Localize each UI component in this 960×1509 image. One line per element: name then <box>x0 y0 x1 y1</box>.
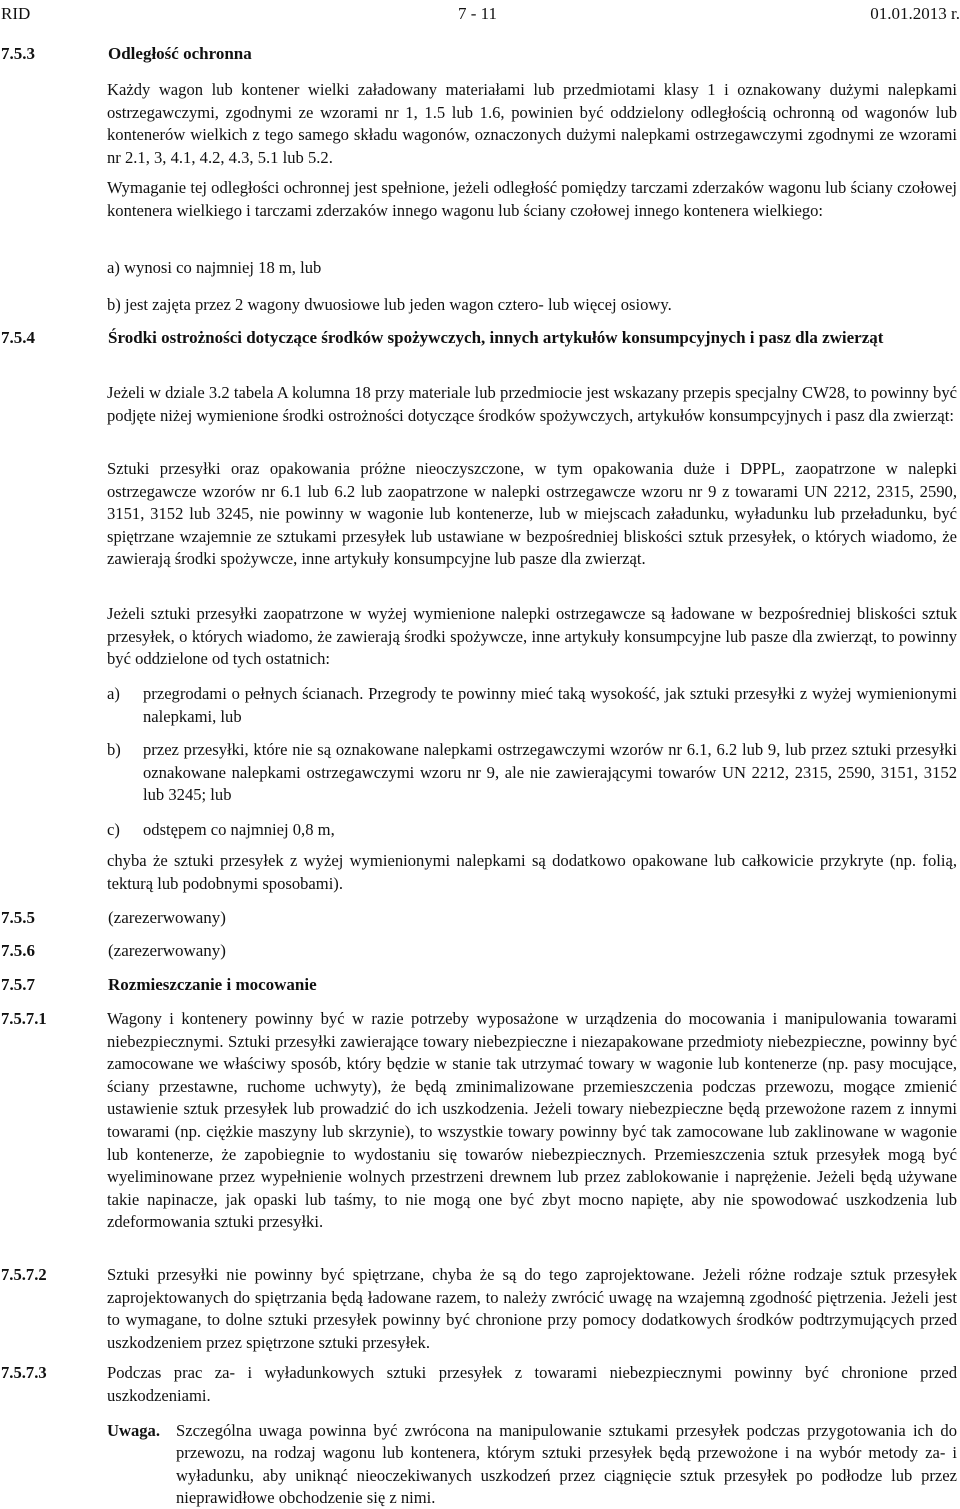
header-left: RID <box>1 4 31 23</box>
section-number: 7.5.7 <box>1 975 35 994</box>
note-text: Szczególna uwaga powinna być zwrócona na manipulowanie sztukami przesyłek podczas przygotowania ich do przewozu, na rodzaj wagonu lub kontenera, którym sztuki przesyłek będą przewożone i na wybór metody za- i wyładunku, aby uniknąć nieoczekiwanych uszkodzeń przez ciągnięcie sztuk przesyłek po podłodze lub przez nieprawidłowe obchodzenie się z nimi. <box>176 1421 957 1507</box>
subsection-text: Podczas prac za- i wyładunkowych sztuki przesyłek z towarami niebezpiecznymi powinny być chronione przed uszkodzeniami. <box>107 1363 957 1405</box>
section-title: Rozmieszczanie i mocowanie <box>108 975 317 994</box>
subsection-text: Sztuki przesyłki nie powinny być spiętrzane, chyba że są do tego zaprojektowane. Jeżeli różne rodzaje sztuk przesyłek zaprojektowanych do spiętrzania będą ładowane razem, to należy zwrócić uwagę na wzajemną zgodność piętrzenia. Jeżeli jest to wymagane, to dolne sztuki przesyłek powinny być chronione przy pomocy dodatkowych środków podtrzymujących przed uszkodzeniem przez spiętrzone sztuki przesyłek. <box>107 1265 957 1352</box>
section-title: (zarezerwowany) <box>108 941 226 960</box>
list-item-text: przegrodami o pełnych ścianach. Przegrody te powinny mieć taką wysokość, jak sztuki przesyłki z wyżej wymienionymi nalepkami, lub <box>143 684 957 726</box>
subsection-number: 7.5.7.3 <box>1 1363 47 1382</box>
list-item-label: c) <box>107 820 120 839</box>
list-item-text: przez przesyłki, które nie są oznakowane nalepkami ostrzegawczymi wzorów nr 6.1, 6.2 lub 9, lub przez sztuki przesyłki oznakowane nalepkami ostrzegawczymi wzoru nr 9, ale nie zawierającymi towarów UN 2212, 2315, 2590, 3151, 3152 lub 3245; lub <box>143 740 957 805</box>
list-item-label: b) <box>107 740 121 759</box>
list-item-label: a) <box>107 684 120 703</box>
page-number: 7 - 11 <box>458 4 498 23</box>
section-title: Środki ostrożności dotyczące środków spożywczych, innych artykułów konsumpcyjnych i pasz dla zwierząt <box>108 328 884 347</box>
section-754-paragraph-2: Sztuki przesyłki oraz opakowania próżne nieoczyszczone, w tym opakowania duże i DPPL, zaopatrzone w nalepki ostrzegawcze wzorów nr 6.1 lub 6.2 lub zaopatrzone w nalepki ostrzegawcze wzoru nr 9 z towarami UN 2212, 2315, 2590, 3151, 3152 lub 3245, nie powinny w wagonie lub kontenerze, lub w miejscach załadunku, wyładunku lub przeładunku, być spiętrzane wzajemnie ze sztukami przesyłek lub ustawiane w bezpośredniej bliskości sztuk przesyłek, o których wiadomo, że zawierają środki spożywcze, inne artykuły konsumpcyjne lub pasze dla zwierząt. <box>107 459 957 569</box>
section-754-paragraph-4: chyba że sztuki przesyłek z wyżej wymienionymi nalepkami są dodatkowo opakowane lub całkowicie przykryte (np. folią, tekturą lub podobnymi sposobami). <box>107 851 957 893</box>
section-754-paragraph-3: Jeżeli sztuki przesyłki zaopatrzone w wyżej wymienione nalepki ostrzegawcze są ładowane w bezpośredniej bliskości sztuk przesyłek, o których wiadomo, że zawierają środki spożywcze, inne artykuły konsumpcyjne lub pasze dla zwierząt, to powinny być oddzielone od tych ostatnich: <box>107 604 957 669</box>
header-date: 01.01.2013 r. <box>870 4 960 23</box>
section-754-paragraph-1: Jeżeli w dziale 3.2 tabela A kolumna 18 przy materiale lub przedmiocie jest wskazany przepis specjalny CW28, to powinny być podjęte niżej wymienione środki ostrożności dotyczące środków spożywczych, artykułów konsumpcyjnych i pasz dla zwierząt: <box>107 383 957 425</box>
section-number: 7.5.3 <box>1 44 35 63</box>
subsection-text: Wagony i kontenery powinny być w razie potrzeby wyposażone w urządzenia do mocowania i manipulowania towarami niebezpiecznymi. Sztuki przesyłki zawierające towary niebezpieczne i niezapakowane przedmioty niebezpieczne, powinny być zamocowane we właściwy sposób, który będzie w stanie tak utrzymać towary w wagonie lub kontenerze (np. pasy mocujące, ściany przestawne, ruchome uchwyty), że będą zminimalizowane przemieszczenia podczas przewozu, mogące zmienić ustawienie sztuk przesyłek lub prowadzić do ich uszkodzenia. Jeżeli towary niebezpieczne będą przewożone razem z innymi towarami (np. ciężkie maszyny lub skrzynie), to wszystkie towary powinny być tak zamocowane lub zaklinowane w wagonie lub kontenerze, że zapobiegnie to wydostaniu się towarów niebezpiecznych. Przemieszczenia sztuk przesyłek mogą być wyeliminowane przez wypełnienie wolnych przestrzeni drewnem lub przez zablokowanie i naprężenie. Jeżeli będą używane takie napinacze, jak opaski lub taśmy, to nie mogą one być zbyt mocno napięte, aby nie spowodować uszkodzenia lub zdeformowania sztuki przesyłki. <box>107 1009 957 1232</box>
section-title: Odległość ochronna <box>108 44 252 63</box>
section-title: (zarezerwowany) <box>108 908 226 927</box>
section-753-paragraph-2: Wymaganie tej odległości ochronnej jest spełnione, jeżeli odległość pomiędzy tarczami zderzaków wagonu lub ściany czołowej kontenera wielkiego i tarczami zderzaków innego wagonu lub ściany czołowej innego kontenera wielkiego: <box>107 178 957 220</box>
section-753-item-a: a) wynosi co najmniej 18 m, lub <box>107 258 322 277</box>
section-753-item-b: b) jest zajęta przez 2 wagony dwuosiowe lub jeden wagon cztero- lub więcej osiowy. <box>107 295 672 314</box>
section-number: 7.5.5 <box>1 908 35 927</box>
note-label: Uwaga. <box>107 1421 161 1440</box>
section-number: 7.5.6 <box>1 941 35 960</box>
subsection-number: 7.5.7.1 <box>1 1009 47 1028</box>
section-number: 7.5.4 <box>1 328 35 347</box>
section-753-paragraph-1: Każdy wagon lub kontener wielki załadowany materiałami lub przedmiotami klasy 1 i oznakowany dużymi nalepkami ostrzegawczymi, zgodnymi ze wzorami nr 1, 1.5 lub 1.6, powinien być oddzielony odległością ochronną od wagonów lub kontenerów wielkich z tego samego składu wagonów, oznaczonych dużymi nalepkami ostrzegawczymi zgodnymi ze wzorami nr 2.1, 3, 4.1, 4.2, 4.3, 5.1 lub 5.2. <box>107 80 957 167</box>
subsection-number: 7.5.7.2 <box>1 1265 47 1284</box>
list-item-text: odstępem co najmniej 0,8 m, <box>143 820 335 839</box>
